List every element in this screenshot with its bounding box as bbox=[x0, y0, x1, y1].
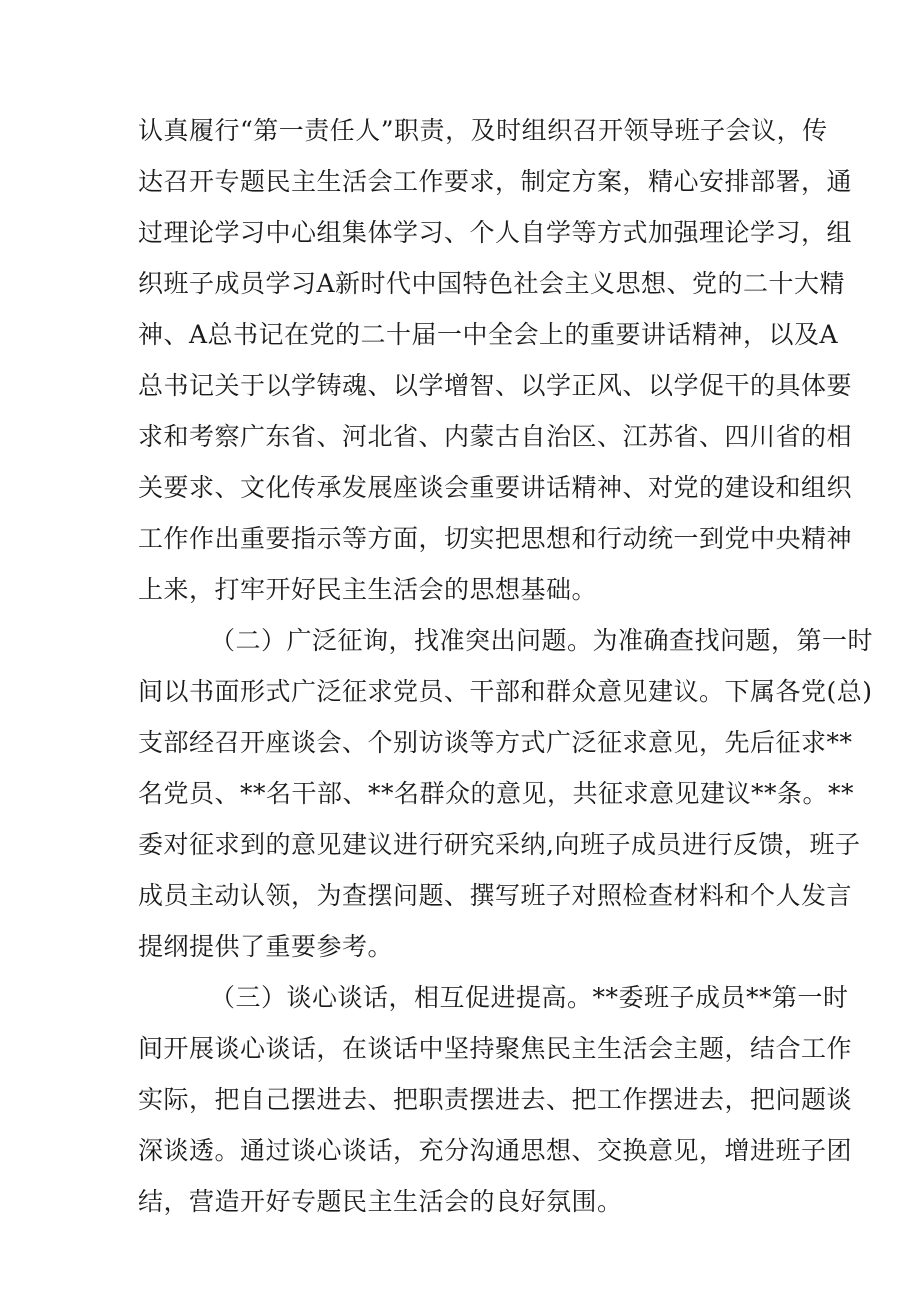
text-line: 上来，打牢开好民主生活会的思想基础。 bbox=[138, 575, 598, 604]
text-line: 总书记关于以学铸魂、以学增智、以学正风、以学促干的具体要 bbox=[138, 371, 853, 400]
text-line: 达召开专题民主生活会工作要求，制定方案，精心安排部署，通 bbox=[138, 167, 853, 196]
text-line: 支部经召开座谈会、个别访谈等方式广泛征求意见，先后征求** bbox=[138, 728, 853, 757]
text-line: 实际，把自己摆进去、把职责摆进去、把工作摆进去，把问题谈 bbox=[138, 1085, 853, 1114]
text-line: 工作作出重要指示等方面，切实把思想和行动统一到党中央精神 bbox=[138, 524, 853, 553]
section-heading-line: （二）广泛征询，找准突出问题。为准确查找问题，第一时 bbox=[210, 626, 874, 655]
text-line: 认真履行“第一责任人”职责，及时组织召开领导班子会议，传 bbox=[138, 116, 828, 145]
text-line: 织班子成员学习A新时代中国特色社会主义思想、党的二十大精 bbox=[138, 269, 846, 298]
text-line: 间以书面形式广泛征求党员、干部和群众意见建议。下属各党(总) bbox=[138, 677, 873, 706]
text-line: 结，营造开好专题民主生活会的良好氛围。 bbox=[138, 1187, 623, 1216]
text-line: 求和考察广东省、河北省、内蒙古自治区、江苏省、四川省的相 bbox=[138, 422, 853, 451]
text-line: 委对征求到的意见建议进行研究采纳,向班子成员进行反馈，班子 bbox=[138, 830, 861, 859]
text-line: 关要求、文化传承发展座谈会重要讲话精神、对党的建设和组织 bbox=[138, 473, 853, 502]
text-line: 成员主动认领，为查摆问题、撰写班子对照检查材料和个人发言 bbox=[138, 881, 853, 910]
text-line: 提纲提供了重要参考。 bbox=[138, 932, 394, 961]
text-line: 深谈透。通过谈心谈话，充分沟通思想、交换意见，增进班子团 bbox=[138, 1136, 853, 1165]
text-line: 神、A总书记在党的二十届一中全会上的重要讲话精神，以及A bbox=[138, 320, 839, 349]
section-heading-line: （三）谈心谈话，相互促进提高。**委班子成员**第一时 bbox=[210, 983, 849, 1012]
text-line: 名党员、**名干部、**名群众的意见，共征求意见建议**条。** bbox=[138, 779, 855, 808]
text-line: 过理论学习中心组集体学习、个人自学等方式加强理论学习，组 bbox=[138, 218, 853, 247]
text-line: 间开展谈心谈话，在谈话中坚持聚焦民主生活会主题，结合工作 bbox=[138, 1034, 853, 1063]
